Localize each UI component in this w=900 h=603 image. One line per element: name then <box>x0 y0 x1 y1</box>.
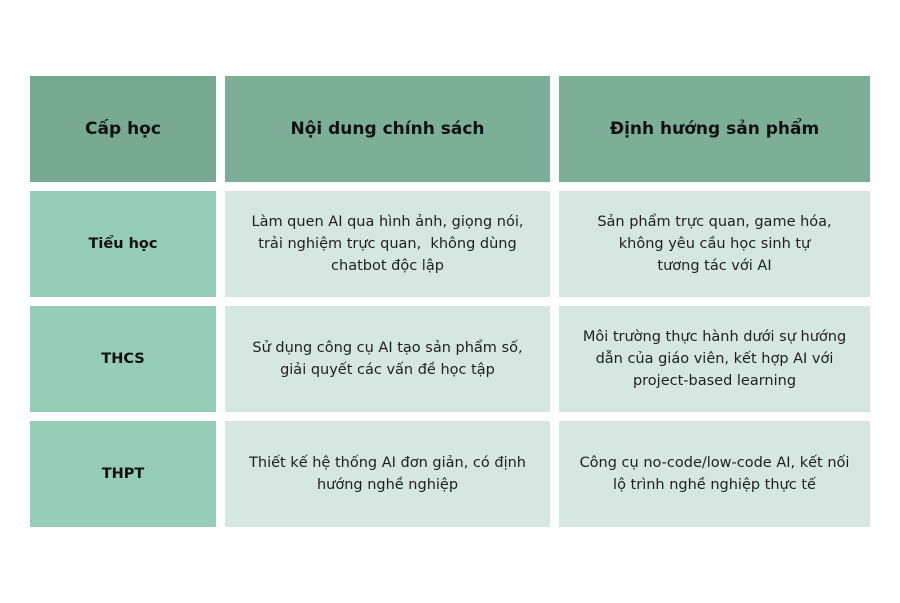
policy-line: hướng nghề nghiệp <box>316 477 459 493</box>
policy-line: giải quyết các vấn đề học tập <box>280 362 495 378</box>
product-line: project-based learning <box>632 373 797 389</box>
row-product-thpt <box>559 421 870 527</box>
policy-line: trải nghiệm trực quan, không dùng <box>258 236 517 252</box>
row-level-tieu-hoc: Tiểu học <box>30 191 216 297</box>
product-line: Sản phẩm trực quan, game hóa, <box>597 214 832 230</box>
header-level: Cấp học <box>30 76 216 182</box>
product-line: lộ trình nghề nghiệp thực tế <box>613 477 816 493</box>
row-policy-thcs <box>225 306 550 412</box>
product-line: dẫn của giáo viên, kết hợp AI với <box>595 351 834 367</box>
row-level-thcs: THCS <box>30 306 216 412</box>
policy-table <box>30 76 870 527</box>
product-line: Công cụ no-code/low-code AI, kết nối <box>579 455 850 471</box>
policy-line: Sử dụng công cụ AI tạo sản phẩm số, <box>252 340 523 356</box>
row-product-tieu-hoc <box>559 191 870 297</box>
policy-line: Làm quen AI qua hình ảnh, giọng nói, <box>251 214 524 230</box>
row-product-thcs <box>559 306 870 412</box>
header-policy: Nội dung chính sách <box>225 76 550 182</box>
policy-line: chatbot độc lập <box>331 258 444 274</box>
row-policy-thpt <box>225 421 550 527</box>
policy-line: Thiết kế hệ thống AI đơn giản, có định <box>249 455 526 471</box>
product-line: Môi trường thực hành dưới sự hướng <box>582 329 847 345</box>
header-product: Định hướng sản phẩm <box>559 76 870 182</box>
product-line: tương tác với AI <box>657 258 772 274</box>
row-policy-tieu-hoc <box>225 191 550 297</box>
row-level-thpt: THPT <box>30 421 216 527</box>
product-line: không yêu cầu học sinh tự <box>618 236 811 252</box>
